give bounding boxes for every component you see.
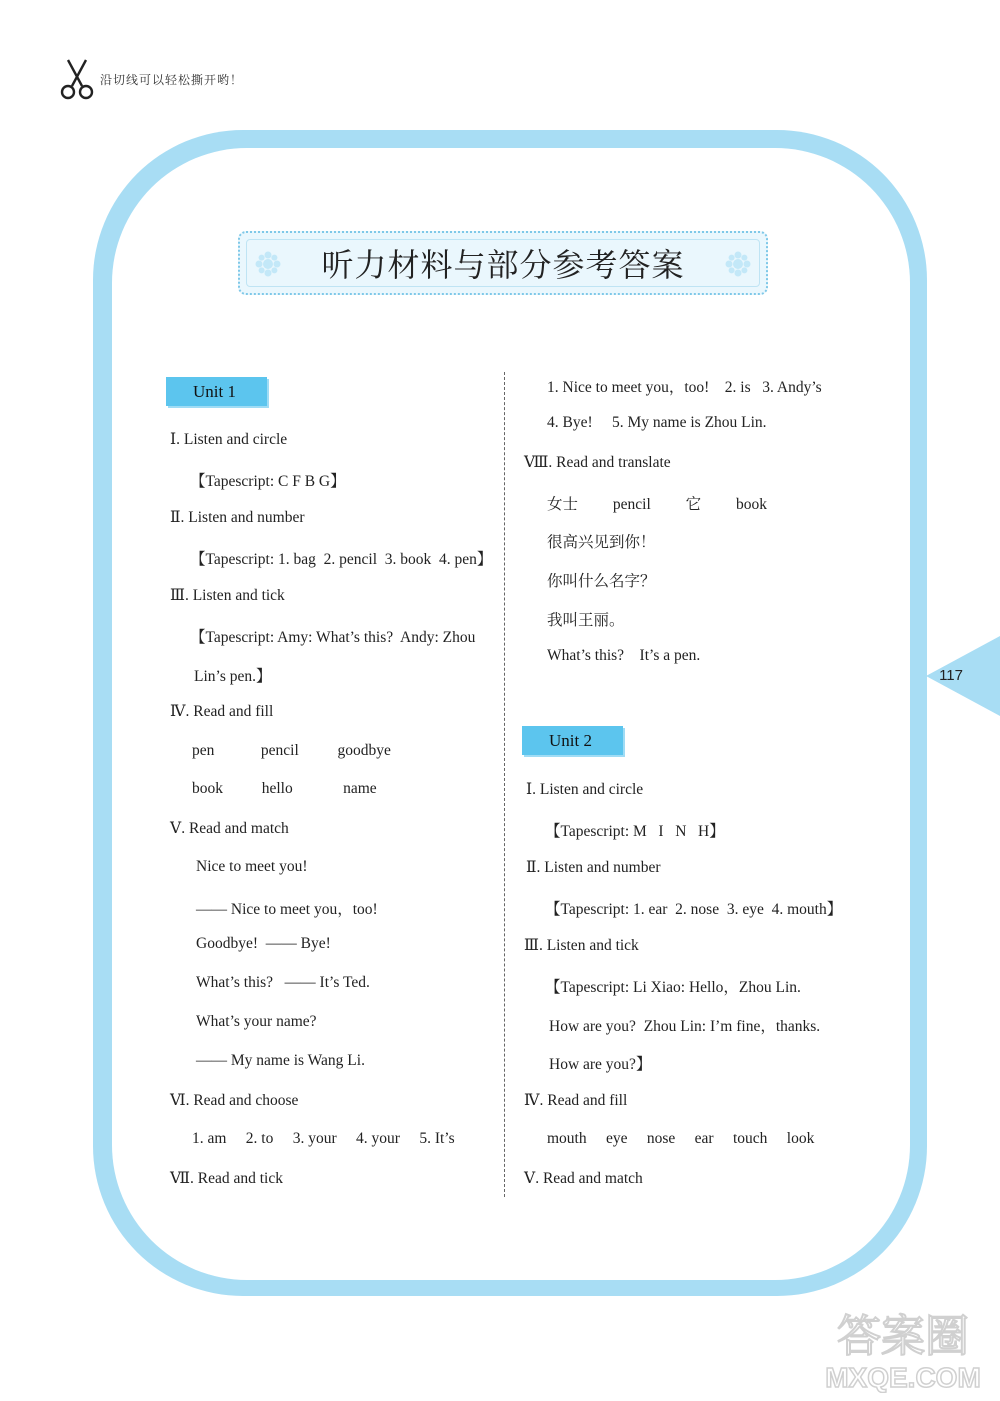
right-line: 【Tapescript: Li Xiao: Hello，Zhou Lin. [545, 979, 801, 996]
page-title: 听力材料与部分参考答案 [321, 246, 685, 284]
left-line: 1. am 2. to 3. your 4. your 5. It’s [192, 1130, 455, 1147]
right-line: 1. Nice to meet you，too! 2. is 3. Andy’s [547, 379, 822, 396]
page-tab-shape [926, 636, 1000, 716]
left-line: pen pencil goodbye [192, 742, 391, 759]
cut-line-note [58, 56, 243, 102]
right-line: Ⅳ. Read and fill [524, 1092, 628, 1109]
left-line: Ⅳ. Read and fill [170, 703, 274, 720]
left-line: Ⅵ. Read and choose [170, 1092, 299, 1109]
left-line: Ⅴ. Read and match [170, 820, 289, 837]
unit-2-badge: Unit 2 [522, 726, 623, 755]
left-line: Nice to meet you! [196, 858, 308, 875]
right-line: How are you?】 [549, 1056, 652, 1073]
page-number: 117 [939, 667, 963, 684]
cut-note-text: 沿切线可以轻松撕开哟！ [100, 72, 244, 87]
left-line: Lin’s pen.】 [194, 668, 272, 685]
scissors-icon [58, 56, 96, 102]
right-line: 很高兴见到你！ [547, 534, 656, 551]
left-line: 【Tapescript: Amy: What’s this? Andy: Zhou [190, 629, 476, 646]
left-line: book hello name [192, 780, 377, 797]
left-line: 【Tapescript: 1. bag 2. pencil 3. book 4. pen】 [190, 551, 493, 568]
right-line: 【Tapescript: 1. ear 2. nose 3. eye 4. mouth】 [545, 901, 843, 918]
right-line: 我叫王丽。 [547, 612, 625, 629]
watermark-text-cn: 答案圈 [837, 1311, 969, 1362]
flower-icon [254, 250, 282, 278]
left-line: Ⅱ. Listen and number [170, 509, 305, 526]
left-line: Ⅶ. Read and tick [170, 1170, 283, 1187]
right-line: 女士 pencil 它 book [547, 496, 767, 513]
column-divider [504, 372, 505, 1197]
right-line: Ⅷ. Read and translate [524, 454, 671, 471]
right-line: 你叫什么名字？ [547, 573, 656, 590]
right-line: How are you? Zhou Lin: I’m fine，thanks. [549, 1018, 821, 1035]
right-line: What’s this? It’s a pen. [547, 647, 701, 664]
title-banner [238, 231, 768, 295]
unit-1-badge: Unit 1 [166, 377, 267, 406]
left-line: Goodbye! —— Bye! [196, 935, 331, 952]
flower-icon [724, 250, 752, 278]
right-line: 【Tapescript: M I N H】 [545, 823, 725, 840]
left-line: 【Tapescript: C F B G】 [190, 473, 346, 490]
right-line: Ⅲ. Listen and tick [524, 937, 639, 954]
watermark-text-url: MXQE.COM [825, 1362, 981, 1393]
page-tab [926, 636, 1000, 716]
watermark-logo [818, 1303, 988, 1393]
left-line: What’s this? —— It’s Ted. [196, 974, 370, 991]
right-line: mouth eye nose ear touch look [547, 1130, 815, 1147]
right-line: Ⅰ. Listen and circle [526, 781, 644, 798]
right-line: Ⅴ. Read and match [524, 1170, 643, 1187]
left-line: Ⅰ. Listen and circle [170, 431, 288, 448]
right-line: 4. Bye! 5. My name is Zhou Lin. [547, 414, 767, 431]
right-line: Ⅱ. Listen and number [526, 859, 661, 876]
left-line: —— Nice to meet you，too! [196, 901, 378, 918]
left-line: Ⅲ. Listen and tick [170, 587, 285, 604]
left-line: —— My name is Wang Li. [196, 1052, 365, 1069]
left-line: What’s your name? [196, 1013, 317, 1030]
